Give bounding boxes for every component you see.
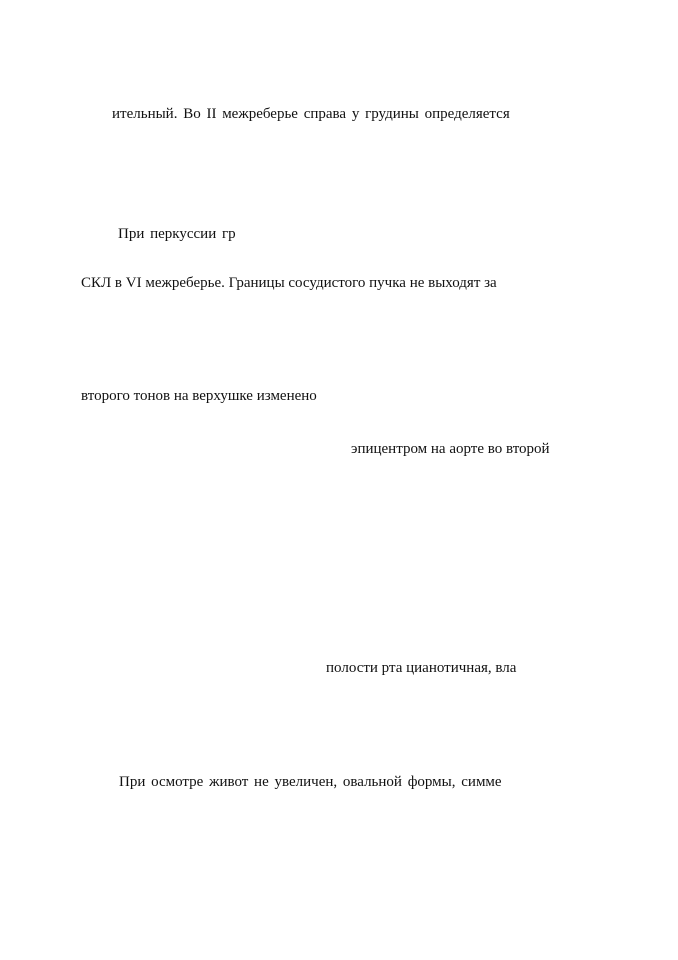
text-line: При перкуссии гр	[118, 226, 236, 242]
text-line: СКЛ в VI межреберье. Границы сосудистого пучка не выходят за	[81, 275, 497, 291]
text-line: ительный. Во II межреберье справа у грудины определяется	[112, 106, 510, 122]
text-line: полости рта цианотичная, вла	[326, 660, 517, 676]
text-line: эпицентром на аорте во второй	[351, 441, 550, 457]
text-line: второго тонов на верхушке изменено	[81, 388, 317, 404]
text-line: При осмотре живот не увеличен, овальной формы, симме	[119, 774, 502, 790]
